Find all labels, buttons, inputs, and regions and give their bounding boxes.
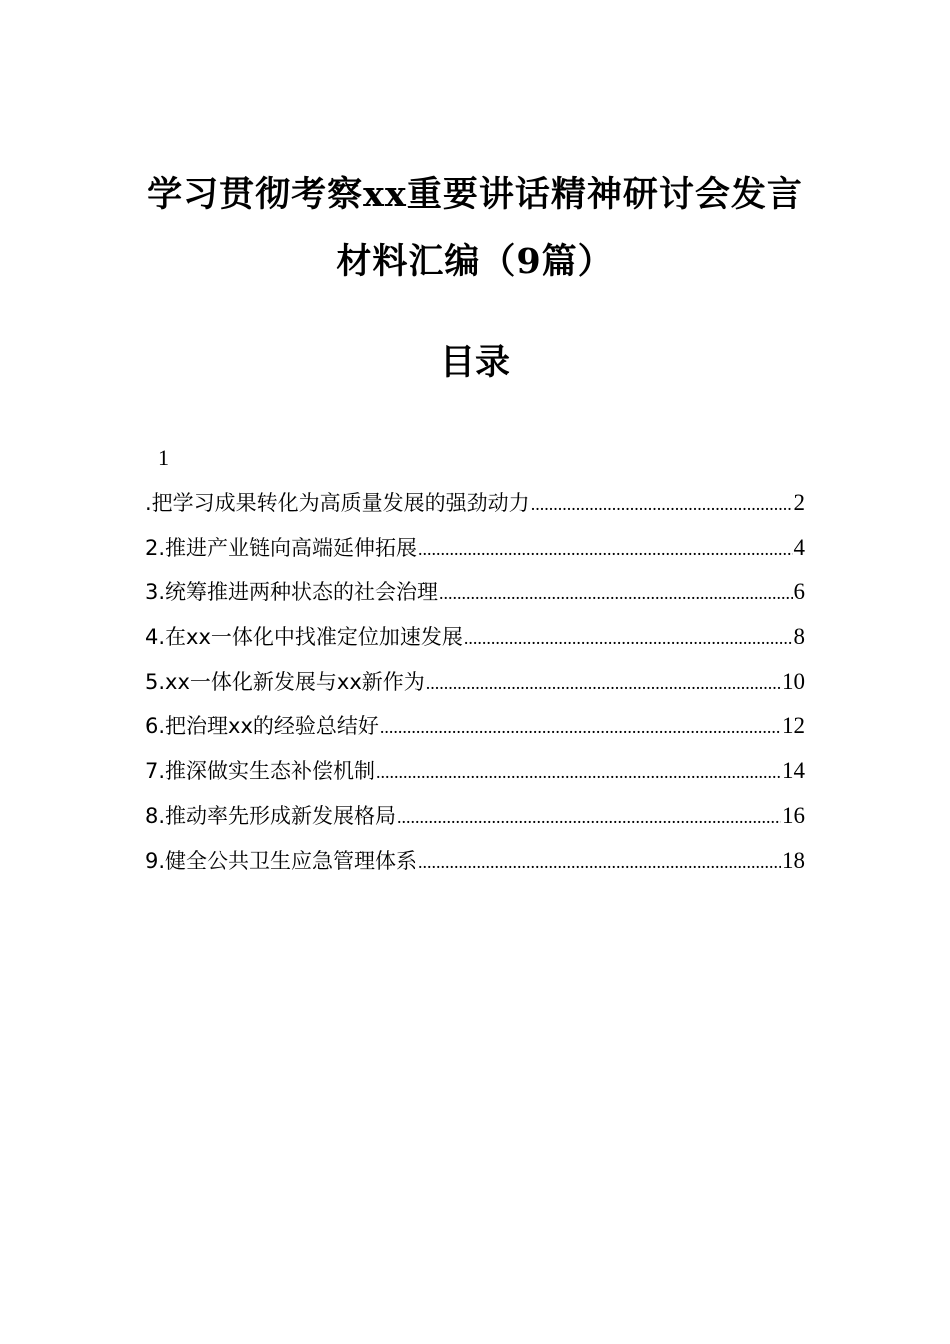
toc-entry[interactable]	[145, 533, 805, 578]
toc-entry-label: 6.把治理xx的经验总结好	[145, 714, 379, 739]
toc-entry-label: 9.健全公共卫生应急管理体系	[145, 848, 418, 873]
toc-entry-page: 8	[793, 624, 805, 650]
toc-stray-number: 1	[158, 445, 169, 470]
toc-dot-leader	[380, 712, 781, 742]
table-of-contents	[145, 488, 805, 890]
toc-dot-leader	[418, 847, 781, 877]
toc-entry[interactable]	[145, 711, 805, 756]
toc-entry[interactable]	[145, 846, 805, 891]
toc-dot-leader	[418, 534, 792, 564]
toc-dot-leader	[439, 578, 792, 608]
toc-entry[interactable]	[145, 622, 805, 667]
toc-entry-page: 2	[793, 490, 805, 515]
toc-entry-page: 12	[782, 713, 805, 739]
toc-entry-page: 6	[793, 579, 805, 605]
toc-entry-page: 4	[793, 534, 805, 560]
toc-entry[interactable]	[145, 577, 805, 622]
document-title-line-2: 材料汇编（9篇）	[336, 241, 614, 282]
document-title-line-1: 学习贯彻考察xx重要讲话精神研讨会发言	[147, 174, 803, 215]
toc-entry-label: .把学习成果转化为高质量发展的强劲动力	[145, 491, 530, 515]
toc-heading: 目录	[439, 342, 510, 383]
toc-dot-leader	[464, 623, 793, 653]
toc-entry-page: 18	[782, 847, 805, 873]
toc-dot-leader	[376, 757, 781, 787]
toc-entry-label: 8.推动率先形成新发展格局	[145, 803, 397, 828]
toc-entry-page: 14	[782, 758, 805, 784]
toc-entry[interactable]	[145, 756, 805, 801]
toc-dot-leader	[426, 668, 781, 698]
toc-entry[interactable]	[145, 801, 805, 846]
toc-entry-label: 4.在xx一体化中找准定位加速发展	[145, 625, 463, 650]
toc-entry-label: 2.推进产业链向高端延伸拓展	[145, 535, 418, 560]
toc-entry[interactable]	[145, 667, 805, 712]
toc-entry-label: 5.xx一体化新发展与xx新作为	[145, 669, 425, 694]
toc-entry-page: 16	[782, 802, 805, 828]
toc-entry-page: 10	[782, 668, 805, 694]
toc-entry-label: 7.推深做实生态补偿机制	[145, 759, 376, 784]
toc-entry[interactable]	[145, 488, 805, 533]
toc-dot-leader	[531, 489, 793, 519]
toc-entry-label: 3.统筹推进两种状态的社会治理	[145, 580, 439, 605]
toc-dot-leader	[397, 802, 781, 832]
